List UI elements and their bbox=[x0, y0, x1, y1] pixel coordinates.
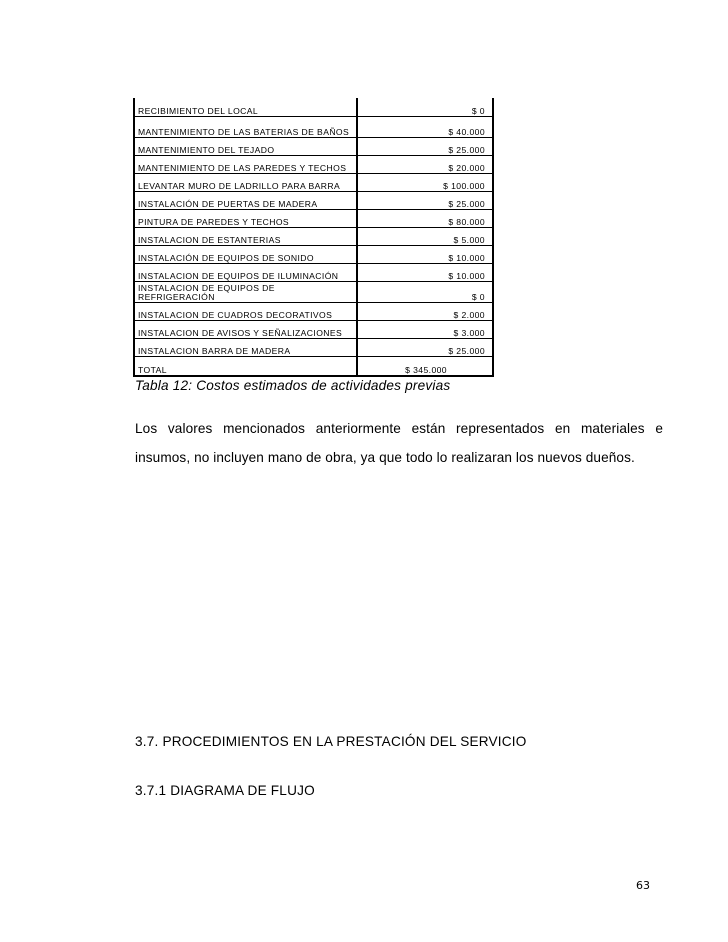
total-row bbox=[134, 357, 493, 377]
table-row bbox=[134, 303, 493, 321]
table-row bbox=[134, 138, 493, 156]
cost-cell: $ 0 bbox=[357, 98, 493, 117]
table-row bbox=[134, 156, 493, 174]
cost-cell: $ 100.000 bbox=[357, 174, 493, 192]
total-label: TOTAL bbox=[134, 357, 357, 377]
subsection-heading: 3.7.1 DIAGRAMA DE FLUJO bbox=[135, 783, 315, 798]
activity-cell: INSTALACION DE ESTANTERIAS bbox=[134, 228, 357, 246]
cost-cell: $ 3.000 bbox=[357, 321, 493, 339]
cost-cell: $ 10.000 bbox=[357, 264, 493, 282]
activity-cell: MANTENIMIENTO DE LAS PAREDES Y TECHOS bbox=[134, 156, 357, 174]
cost-cell: $ 25.000 bbox=[357, 339, 493, 357]
activity-cell: MANTENIMIENTO DE LAS BATERIAS DE BAÑOS bbox=[134, 117, 357, 138]
activity-cell: MANTENIMIENTO DEL TEJADO bbox=[134, 138, 357, 156]
activity-cell: PINTURA DE PAREDES Y TECHOS bbox=[134, 210, 357, 228]
table-row bbox=[134, 98, 493, 117]
table-caption: Tabla 12: Costos estimados de actividades previas bbox=[135, 378, 451, 393]
activity-cell: INSTALACION DE AVISOS Y SEÑALIZACIONES bbox=[134, 321, 357, 339]
activity-cell: INSTALACIÓN DE PUERTAS DE MADERA bbox=[134, 192, 357, 210]
activity-cell: INSTALACION DE EQUIPOS DE ILUMINACIÓN bbox=[134, 264, 357, 282]
body-paragraph: Los valores mencionados anteriormente están representados en materiales e insumos, no incluyen mano de obra, ya que todo lo realizaran los nuevos dueños. bbox=[135, 421, 663, 465]
section-heading: 3.7. PROCEDIMIENTOS EN LA PRESTACIÓN DEL SERVICIO bbox=[135, 734, 527, 749]
page-number: 63 bbox=[636, 879, 650, 892]
table-row bbox=[134, 210, 493, 228]
table-row bbox=[134, 117, 493, 138]
cost-cell: $ 10.000 bbox=[357, 246, 493, 264]
table-row bbox=[134, 246, 493, 264]
activity-cell: LEVANTAR MURO DE LADRILLO PARA BARRA bbox=[134, 174, 357, 192]
cost-cell: $ 80.000 bbox=[357, 210, 493, 228]
activity-cell: INSTALACION DE CUADROS DECORATIVOS bbox=[134, 303, 357, 321]
cost-cell: $ 2.000 bbox=[357, 303, 493, 321]
cost-cell: $ 25.000 bbox=[357, 138, 493, 156]
table-row bbox=[134, 282, 493, 303]
table-row bbox=[134, 174, 493, 192]
total-value: $ 345.000 bbox=[357, 357, 493, 377]
activity-cell: INSTALACIÓN DE EQUIPOS DE SONIDO bbox=[134, 246, 357, 264]
table-row bbox=[134, 228, 493, 246]
costs-table-body bbox=[134, 98, 493, 376]
table-row bbox=[134, 339, 493, 357]
table-row bbox=[134, 321, 493, 339]
activity-cell: RECIBIMIENTO DEL LOCAL bbox=[134, 98, 357, 117]
activity-cell: INSTALACION DE EQUIPOS DE REFRIGERACIÓN bbox=[134, 282, 357, 303]
cost-cell: $ 25.000 bbox=[357, 192, 493, 210]
cost-cell: $ 40.000 bbox=[357, 117, 493, 138]
table-row bbox=[134, 192, 493, 210]
activity-cell: INSTALACION BARRA DE MADERA bbox=[134, 339, 357, 357]
table-row bbox=[134, 264, 493, 282]
cost-cell: $ 0 bbox=[357, 282, 493, 303]
costs-table bbox=[133, 98, 494, 377]
cost-cell: $ 5.000 bbox=[357, 228, 493, 246]
cost-cell: $ 20.000 bbox=[357, 156, 493, 174]
